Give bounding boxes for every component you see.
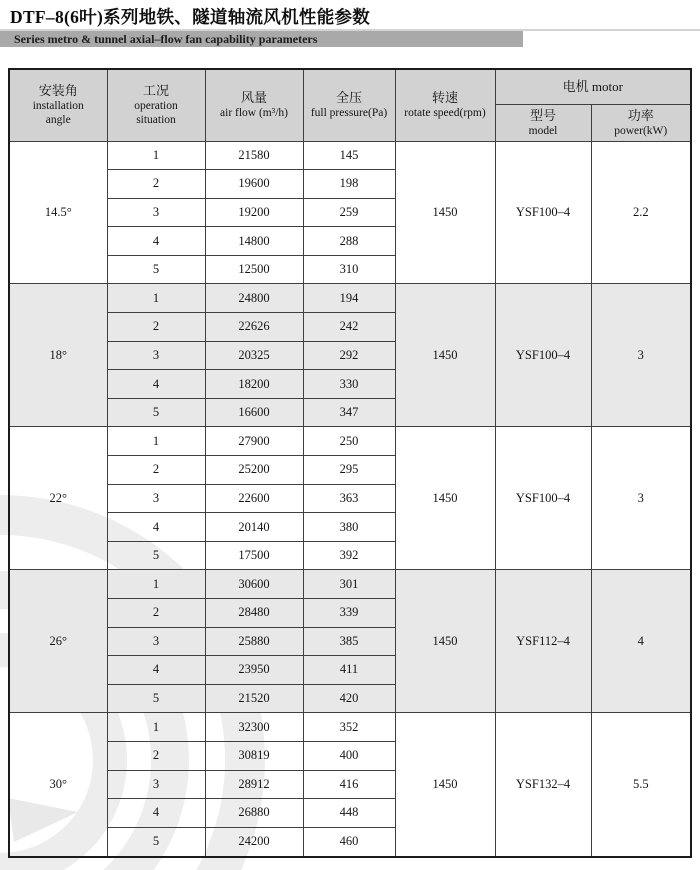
pressure-cell: 385 bbox=[303, 627, 395, 656]
table-header bbox=[9, 69, 691, 141]
power-cell: 4 bbox=[591, 570, 691, 713]
pressure-cell: 301 bbox=[303, 570, 395, 599]
table-row bbox=[9, 570, 691, 599]
subtitle-bar bbox=[0, 31, 523, 47]
pressure-cell: 460 bbox=[303, 827, 395, 857]
pressure-cell: 330 bbox=[303, 370, 395, 399]
situation-cell: 3 bbox=[107, 484, 205, 513]
pressure-cell: 363 bbox=[303, 484, 395, 513]
airflow-cell: 19600 bbox=[205, 170, 303, 199]
airflow-cell: 12500 bbox=[205, 255, 303, 284]
situation-cell: 3 bbox=[107, 627, 205, 656]
col-header-installation-angle bbox=[9, 69, 107, 141]
speed-cell: 1450 bbox=[395, 427, 495, 570]
airflow-cell: 23950 bbox=[205, 656, 303, 685]
airflow-cell: 16600 bbox=[205, 398, 303, 427]
situation-cell: 1 bbox=[107, 713, 205, 742]
table-row bbox=[9, 141, 691, 170]
header-angle-en2: angle bbox=[45, 114, 71, 127]
airflow-cell: 28912 bbox=[205, 770, 303, 799]
angle-cell: 14.5° bbox=[9, 141, 107, 284]
pressure-cell: 250 bbox=[303, 427, 395, 456]
situation-cell: 2 bbox=[107, 456, 205, 485]
airflow-cell: 28480 bbox=[205, 599, 303, 628]
airflow-cell: 24200 bbox=[205, 827, 303, 857]
header-angle-en1: installation bbox=[32, 100, 84, 113]
pressure-cell: 392 bbox=[303, 541, 395, 570]
table-row bbox=[9, 427, 691, 456]
col-header-power bbox=[591, 104, 691, 141]
header-motor-label: 电机 motor bbox=[562, 78, 623, 94]
header-angle-zh: 安装角 bbox=[38, 83, 78, 99]
airflow-cell: 19200 bbox=[205, 198, 303, 227]
pressure-cell: 352 bbox=[303, 713, 395, 742]
fan-parameters-table bbox=[8, 68, 692, 858]
header-situation-zh: 工况 bbox=[142, 83, 169, 99]
airflow-cell: 17500 bbox=[205, 541, 303, 570]
table-body bbox=[9, 141, 691, 857]
pressure-cell: 339 bbox=[303, 599, 395, 628]
angle-cell: 22° bbox=[9, 427, 107, 570]
pressure-cell: 380 bbox=[303, 513, 395, 542]
col-header-operation-situation bbox=[107, 69, 205, 141]
pressure-cell: 292 bbox=[303, 341, 395, 370]
pressure-cell: 411 bbox=[303, 656, 395, 685]
situation-cell: 5 bbox=[107, 684, 205, 713]
pressure-cell: 198 bbox=[303, 170, 395, 199]
situation-cell: 3 bbox=[107, 198, 205, 227]
col-header-motor bbox=[495, 69, 691, 104]
header-airflow-en: air flow (m³/h) bbox=[220, 107, 288, 120]
speed-cell: 1450 bbox=[395, 713, 495, 857]
pressure-cell: 194 bbox=[303, 284, 395, 313]
airflow-cell: 20325 bbox=[205, 341, 303, 370]
airflow-cell: 21520 bbox=[205, 684, 303, 713]
pressure-cell: 259 bbox=[303, 198, 395, 227]
airflow-cell: 25880 bbox=[205, 627, 303, 656]
airflow-cell: 30819 bbox=[205, 741, 303, 770]
model-cell: YSF112–4 bbox=[495, 570, 591, 713]
header-speed-en: rotate speed(rpm) bbox=[404, 107, 486, 120]
situation-cell: 1 bbox=[107, 284, 205, 313]
situation-cell: 4 bbox=[107, 370, 205, 399]
situation-cell: 5 bbox=[107, 255, 205, 284]
angle-cell: 26° bbox=[9, 570, 107, 713]
situation-cell: 5 bbox=[107, 398, 205, 427]
page-subtitle: Series metro & tunnel axial–flow fan capability parameters bbox=[14, 32, 318, 46]
col-header-full-pressure bbox=[303, 69, 395, 141]
airflow-cell: 25200 bbox=[205, 456, 303, 485]
situation-cell: 4 bbox=[107, 799, 205, 828]
speed-cell: 1450 bbox=[395, 141, 495, 284]
situation-cell: 2 bbox=[107, 170, 205, 199]
power-cell: 3 bbox=[591, 427, 691, 570]
header-airflow-zh: 风量 bbox=[240, 90, 267, 106]
header-model-zh: 型号 bbox=[529, 107, 556, 123]
speed-cell: 1450 bbox=[395, 284, 495, 427]
situation-cell: 2 bbox=[107, 741, 205, 770]
situation-cell: 5 bbox=[107, 827, 205, 857]
power-cell: 3 bbox=[591, 284, 691, 427]
situation-cell: 2 bbox=[107, 313, 205, 342]
col-header-air-flow bbox=[205, 69, 303, 141]
airflow-cell: 18200 bbox=[205, 370, 303, 399]
situation-cell: 4 bbox=[107, 656, 205, 685]
header-speed-zh: 转速 bbox=[431, 90, 458, 106]
airflow-cell: 21580 bbox=[205, 141, 303, 170]
page-title: DTF–8(6叶)系列地铁、隧道轴流风机性能参数 bbox=[10, 7, 371, 27]
header-power-zh: 功率 bbox=[627, 107, 654, 123]
situation-cell: 1 bbox=[107, 570, 205, 599]
speed-cell: 1450 bbox=[395, 570, 495, 713]
header-situation-en2: situation bbox=[136, 114, 176, 127]
table-row bbox=[9, 713, 691, 742]
model-cell: YSF100–4 bbox=[495, 284, 591, 427]
col-header-model bbox=[495, 104, 591, 141]
situation-cell: 4 bbox=[107, 513, 205, 542]
pressure-cell: 145 bbox=[303, 141, 395, 170]
airflow-cell: 24800 bbox=[205, 284, 303, 313]
pressure-cell: 416 bbox=[303, 770, 395, 799]
airflow-cell: 27900 bbox=[205, 427, 303, 456]
model-cell: YSF132–4 bbox=[495, 713, 591, 857]
situation-cell: 3 bbox=[107, 770, 205, 799]
situation-cell: 1 bbox=[107, 427, 205, 456]
pressure-cell: 242 bbox=[303, 313, 395, 342]
airflow-cell: 22626 bbox=[205, 313, 303, 342]
header-model-en: model bbox=[528, 124, 558, 137]
situation-cell: 2 bbox=[107, 599, 205, 628]
header-situation-en1: operation bbox=[134, 100, 178, 113]
pressure-cell: 295 bbox=[303, 456, 395, 485]
situation-cell: 5 bbox=[107, 541, 205, 570]
table-row bbox=[9, 284, 691, 313]
situation-cell: 1 bbox=[107, 141, 205, 170]
airflow-cell: 30600 bbox=[205, 570, 303, 599]
pressure-cell: 448 bbox=[303, 799, 395, 828]
model-cell: YSF100–4 bbox=[495, 427, 591, 570]
airflow-cell: 20140 bbox=[205, 513, 303, 542]
pressure-cell: 310 bbox=[303, 255, 395, 284]
situation-cell: 3 bbox=[107, 341, 205, 370]
angle-cell: 30° bbox=[9, 713, 107, 857]
header-pressure-zh: 全压 bbox=[335, 90, 362, 106]
airflow-cell: 22600 bbox=[205, 484, 303, 513]
airflow-cell: 26880 bbox=[205, 799, 303, 828]
model-cell: YSF100–4 bbox=[495, 141, 591, 284]
airflow-cell: 32300 bbox=[205, 713, 303, 742]
pressure-cell: 288 bbox=[303, 227, 395, 256]
situation-cell: 4 bbox=[107, 227, 205, 256]
power-cell: 2.2 bbox=[591, 141, 691, 284]
power-cell: 5.5 bbox=[591, 713, 691, 857]
header-pressure-en: full pressure(Pa) bbox=[310, 107, 388, 120]
col-header-rotate-speed bbox=[395, 69, 495, 141]
pressure-cell: 347 bbox=[303, 398, 395, 427]
header-power-en: power(kW) bbox=[614, 124, 668, 137]
pressure-cell: 420 bbox=[303, 684, 395, 713]
airflow-cell: 14800 bbox=[205, 227, 303, 256]
angle-cell: 18° bbox=[9, 284, 107, 427]
pressure-cell: 400 bbox=[303, 741, 395, 770]
